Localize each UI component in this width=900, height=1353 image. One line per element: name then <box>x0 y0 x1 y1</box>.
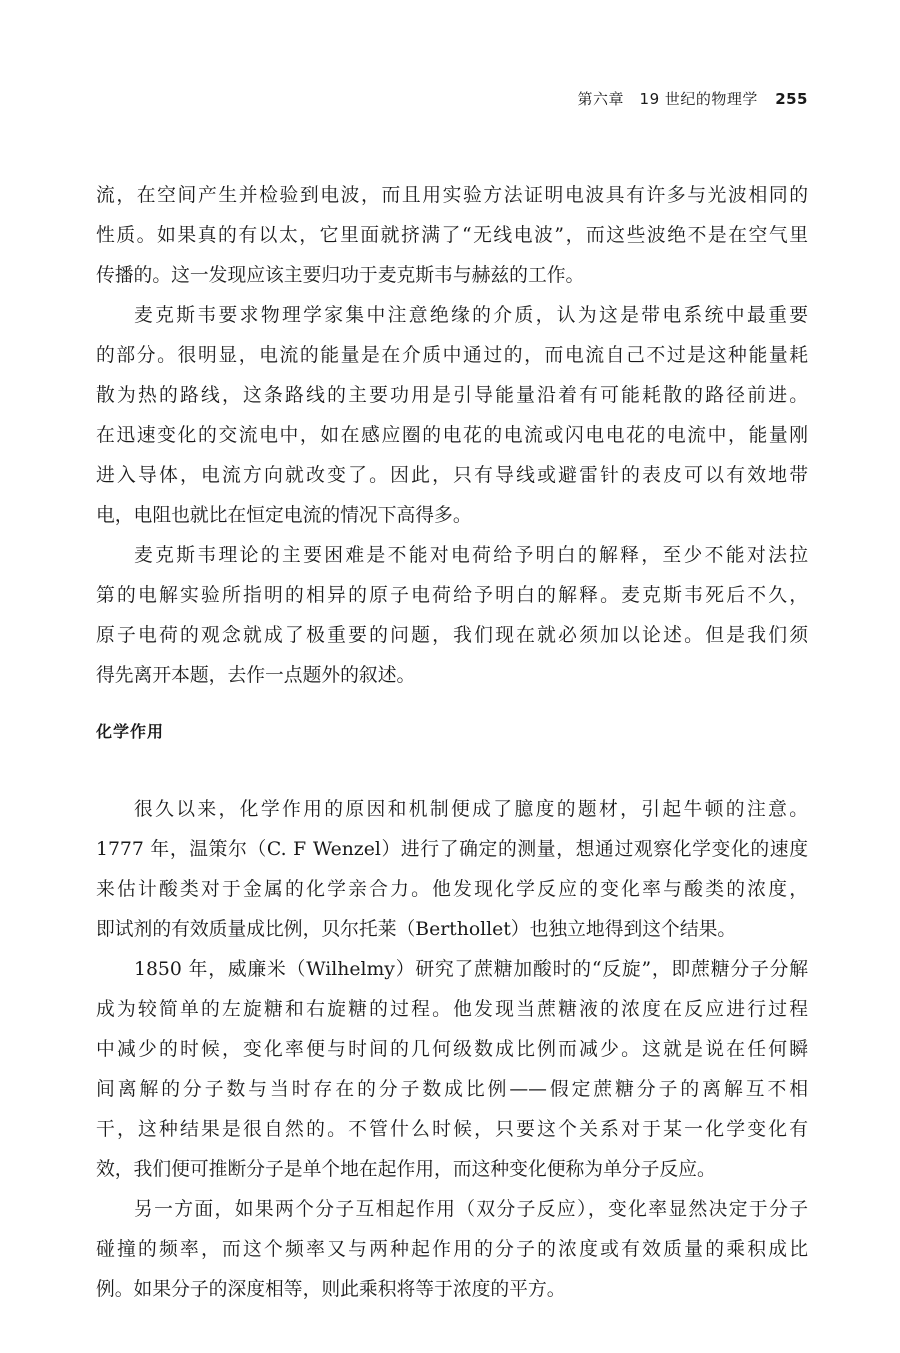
body-line: 电，电阻也就比在恒定电流的情况下高得多。 <box>96 505 472 526</box>
body-line: 效，我们便可推断分子是单个地在起作用，而这种变化便称为单分子反应。 <box>96 1159 716 1180</box>
body-line: 的部分。很明显，电流的能量是在介质中通过的，而电流自己不过是这种能量耗 <box>96 345 808 366</box>
body-line: 间离解的分子数与当时存在的分子数成比例——假定蔗糖分子的离解互不相 <box>96 1079 808 1100</box>
body-line: 来估计酸类对于金属的化学亲合力。他发现化学反应的变化率与酸类的浓度， <box>96 879 808 900</box>
body-line: 传播的。这一发现应该主要归功于麦克斯韦与赫兹的工作。 <box>96 265 585 286</box>
body-line: 例。如果分子的深度相等，则此乘积将等于浓度的平方。 <box>96 1279 566 1300</box>
body-line: 很久以来，化学作用的原因和机制便成了臆度的题材，引起牛顿的注意。 <box>134 799 808 820</box>
body-line: 得先离开本题，去作一点题外的叙述。 <box>96 665 416 686</box>
body-line: 原子电荷的观念就成了极重要的问题，我们现在就必须加以论述。但是我们须 <box>96 625 808 646</box>
body-line: 流，在空间产生并检验到电波，而且用实验方法证明电波具有许多与光波相同的 <box>96 185 808 206</box>
body-line: 另一方面，如果两个分子互相起作用（双分子反应），变化率显然决定于分子 <box>134 1199 808 1220</box>
chapter-title: 第六章 19 世纪的物理学 <box>577 90 758 108</box>
body-line: 中减少的时候，变化率便与时间的几何级数成比例而减少。这就是说在任何瞬 <box>96 1039 808 1060</box>
body-line: 1777 年，温策尔（C. F Wenzel）进行了确定的测量，想通过观察化学变化的速度 <box>96 839 808 860</box>
body-line: 成为较简单的左旋糖和右旋糖的过程。他发现当蔗糖液的浓度在反应进行过程 <box>96 999 808 1020</box>
body-line: 散为热的路线，这条路线的主要功用是引导能量沿着有可能耗散的路径前进。 <box>96 385 808 406</box>
body-line: 第的电解实验所指明的相异的原子电荷给予明白的解释。麦克斯韦死后不久， <box>96 585 808 606</box>
body-line: 麦克斯韦理论的主要困难是不能对电荷给予明白的解释，至少不能对法拉 <box>134 545 808 566</box>
page-number: 255 <box>775 90 808 108</box>
body-line: 麦克斯韦要求物理学家集中注意绝缘的介质，认为这是带电系统中最重要 <box>134 305 808 326</box>
body-line: 性质。如果真的有以太，它里面就挤满了“无线电波”，而这些波绝不是在空气里 <box>96 225 808 246</box>
body-line: 即试剂的有效质量成比例，贝尔托莱（Berthollet）也独立地得到这个结果。 <box>96 919 737 940</box>
body-line: 碰撞的频率，而这个频率又与两种起作用的分子的浓度或有效质量的乘积成比 <box>96 1239 808 1260</box>
running-head <box>578 88 808 109</box>
body-line: 1850 年，威廉米（Wilhelmy）研究了蔗糖加酸时的“反旋”，即蔗糖分子分解 <box>134 959 808 980</box>
body-line: 在迅速变化的交流电中，如在感应圈的电花的电流或闪电电花的电流中，能量刚 <box>96 425 808 446</box>
section-heading: 化学作用 <box>96 722 165 741</box>
body-line: 干，这种结果是很自然的。不管什么时候，只要这个关系对于某一化学变化有 <box>96 1119 808 1140</box>
body-line: 进入导体，电流方向就改变了。因此，只有导线或避雷针的表皮可以有效地带 <box>96 465 808 486</box>
